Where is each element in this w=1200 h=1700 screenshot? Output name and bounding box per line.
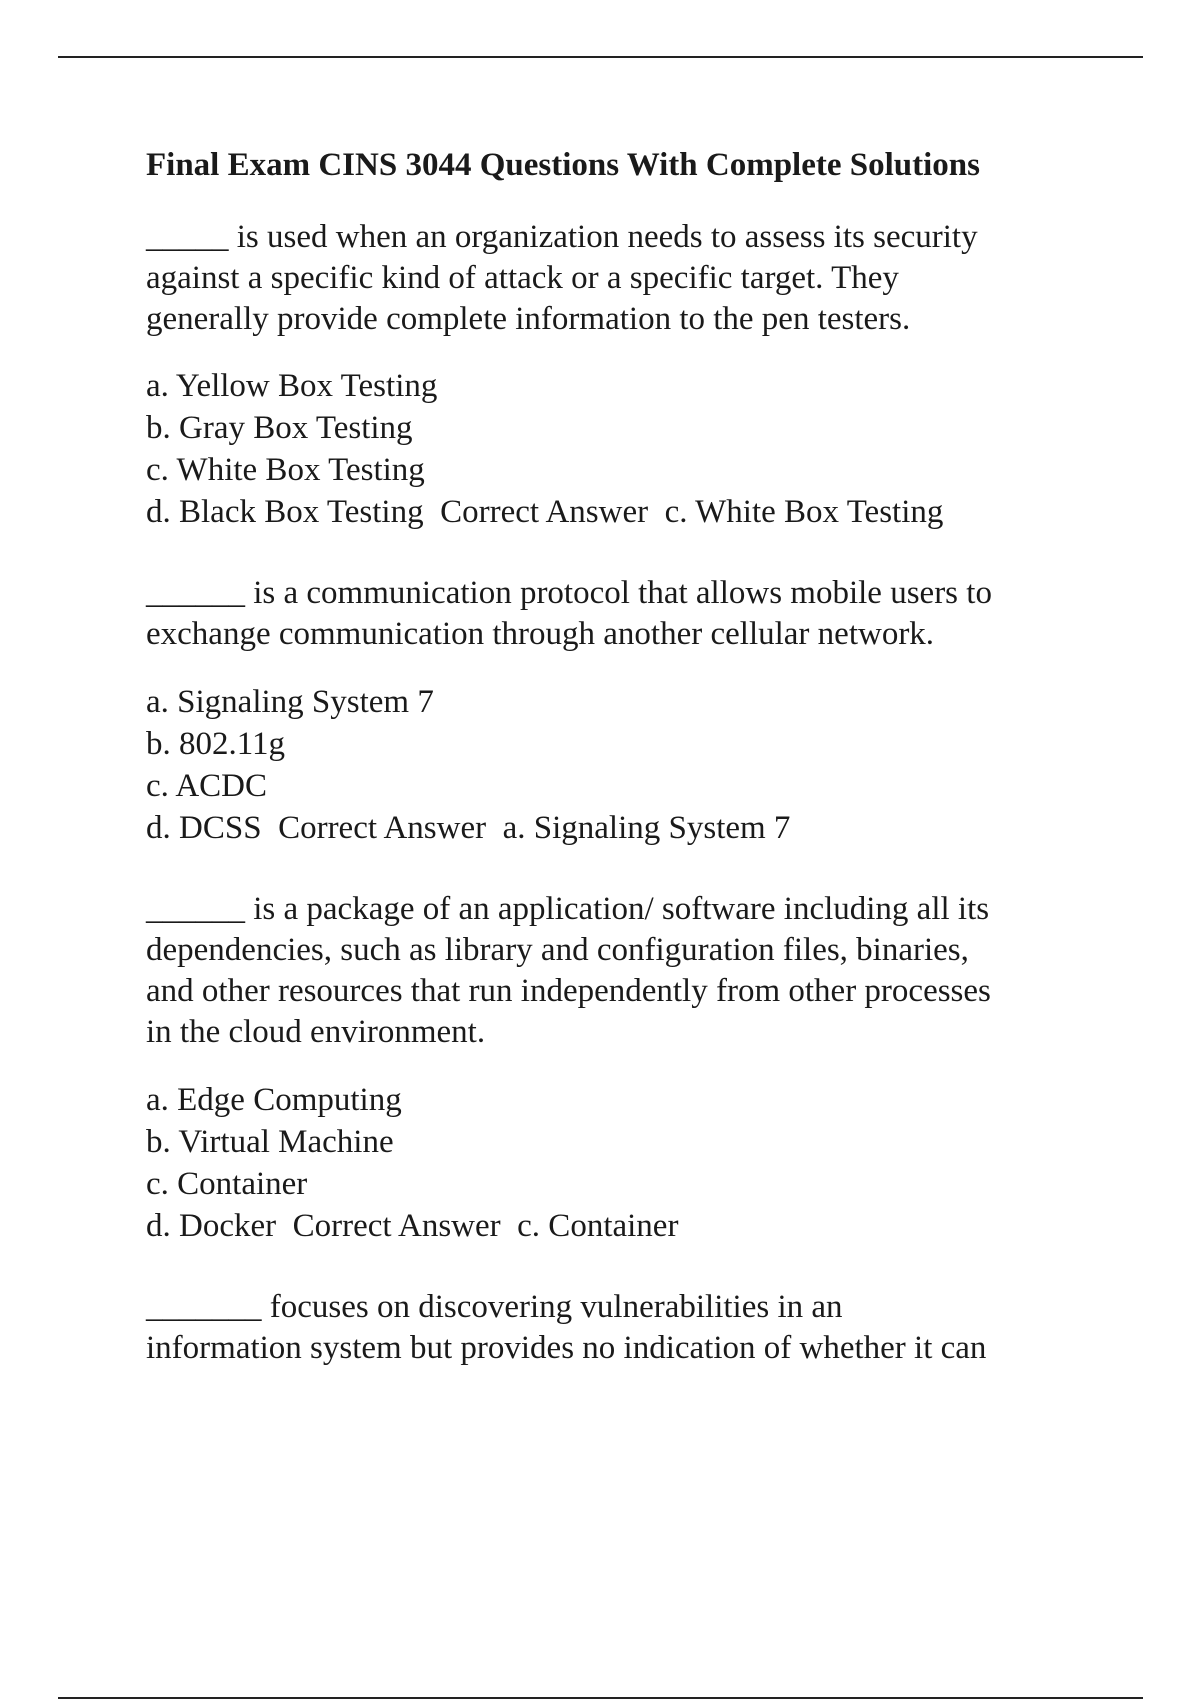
option-list <box>146 1079 1086 1247</box>
correct-answer-value: a. Signaling System 7 <box>502 810 791 846</box>
question-stem <box>146 889 1086 1053</box>
page-title: Final Exam CINS 3044 Questions With Complete Solutions <box>146 147 980 183</box>
option-c: c. Container <box>146 1166 308 1202</box>
stem-line: _______ focuses on discovering vulnerabilities in an <box>146 1289 843 1325</box>
question-block <box>146 217 1086 533</box>
option-b: b. Virtual Machine <box>146 1124 394 1160</box>
question-stem <box>146 217 1086 340</box>
stem-line: information system but provides no indication of whether it can <box>146 1330 987 1366</box>
question-block <box>146 889 1086 1247</box>
option-a: a. Edge Computing <box>146 1082 402 1118</box>
option-b: b. 802.11g <box>146 726 286 762</box>
correct-answer-label: Correct Answer <box>278 810 487 846</box>
option-d-with-answer <box>146 807 1086 849</box>
option-a: a. Yellow Box Testing <box>146 368 438 404</box>
stem-line: and other resources that run independently from other processes <box>146 973 991 1009</box>
option-d: d. DCSS <box>146 810 262 846</box>
question-block <box>146 573 1086 849</box>
question-stem <box>146 573 1086 655</box>
option-list <box>146 681 1086 849</box>
question-block <box>146 1287 1086 1369</box>
top-divider <box>58 56 1143 58</box>
stem-line: exchange communication through another cellular network. <box>146 616 935 652</box>
correct-answer-label: Correct Answer <box>440 494 649 530</box>
option-list <box>146 365 1086 533</box>
stem-line: against a specific kind of attack or a specific target. They <box>146 260 899 296</box>
bottom-divider <box>58 1697 1143 1699</box>
stem-line: in the cloud environment. <box>146 1014 486 1050</box>
stem-line: _____ is used when an organization needs to assess its security <box>146 219 978 255</box>
stem-line: ______ is a communication protocol that allows mobile users to <box>146 575 992 611</box>
correct-answer-label: Correct Answer <box>292 1208 501 1244</box>
stem-line: dependencies, such as library and configuration files, binaries, <box>146 932 969 968</box>
correct-answer-value: c. White Box Testing <box>664 494 944 530</box>
question-stem <box>146 1287 1086 1369</box>
correct-answer-value: c. Container <box>517 1208 679 1244</box>
option-c: c. ACDC <box>146 768 268 804</box>
page-content <box>146 140 1086 1409</box>
option-a: a. Signaling System 7 <box>146 684 434 720</box>
option-c: c. White Box Testing <box>146 452 425 488</box>
stem-line: generally provide complete information to the pen testers. <box>146 301 911 337</box>
option-d-with-answer <box>146 1205 1086 1247</box>
option-d: d. Docker <box>146 1208 277 1244</box>
option-d-with-answer <box>146 491 1086 533</box>
option-d: d. Black Box Testing <box>146 494 424 530</box>
stem-line: ______ is a package of an application/ software including all its <box>146 891 990 927</box>
option-b: b. Gray Box Testing <box>146 410 413 446</box>
